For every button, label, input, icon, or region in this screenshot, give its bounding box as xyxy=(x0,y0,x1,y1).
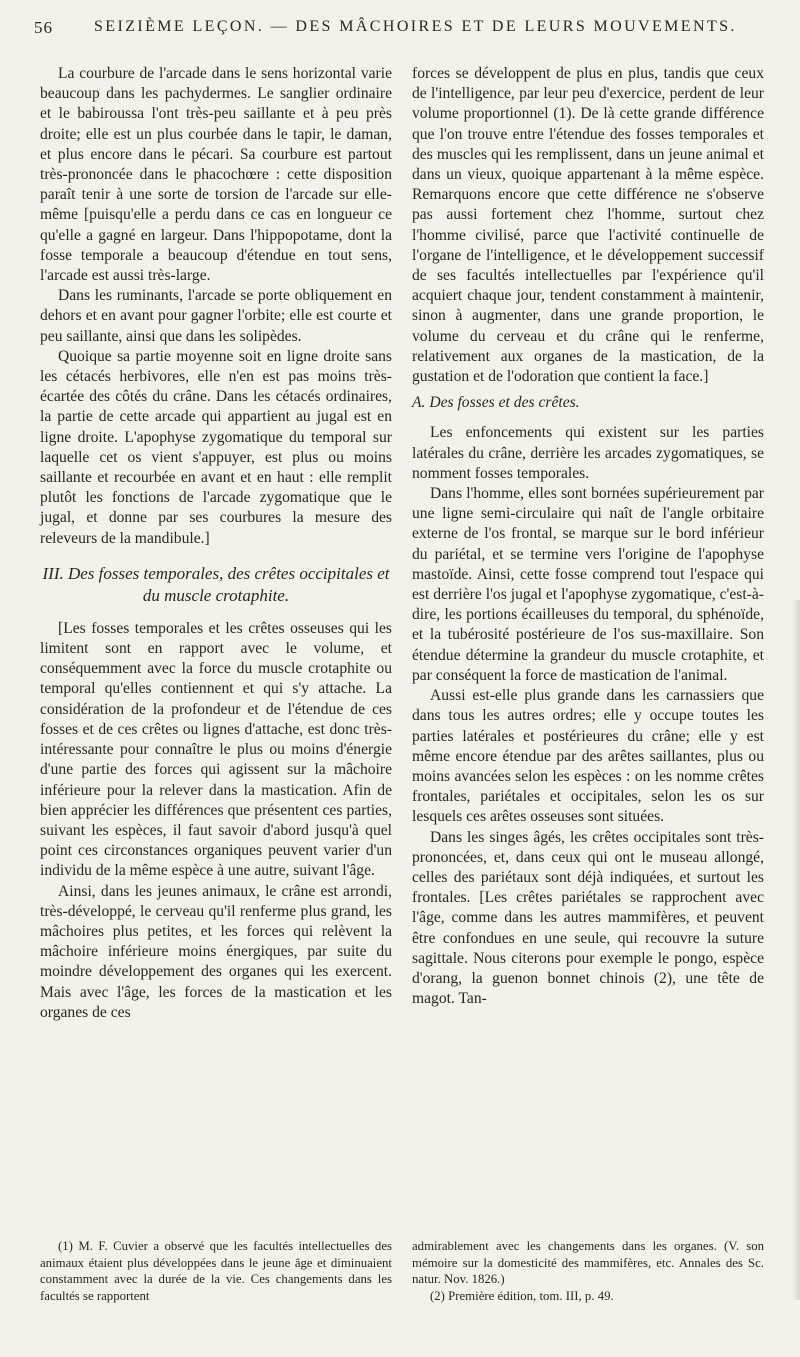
footnote-right xyxy=(412,1238,764,1304)
page-edge-shadow xyxy=(792,600,800,1300)
subsection-heading: A. Des fosses et des crêtes. xyxy=(412,394,580,412)
running-header xyxy=(34,8,769,38)
paragraph: Dans les singes âgés, les crêtes occipitales sont très-prononcées, et, dans ceux qui ont le museau allongé, celles des pariétaux sont déjà indiquées, et surtout les frontales. [Les crêtes pariétales se rapprochent avec l'âge, comme dans les autres mammifères, et peuvent être confondues en une seule, qui recouvre la suture sagittale. Nous citerons pour exemple le pongo, espèce d'orang, la guenon bonnet chinois (2), une tête de magot. Tan- xyxy=(412,828,764,1008)
footnote: (1) M. F. Cuvier a observé que les facultés intellectuelles des animaux étaient plus développées dans le jeune âge et diminuaient constamment avec la durée de la vie. Ces changements dans les facultés se rapportent xyxy=(40,1239,392,1303)
footnote-continuation: admirablement avec les changements dans les organes. (V. son mémoire sur la domesticité des mammifères, etc. Annales des Sc. natur. Nov. 1826.) xyxy=(412,1239,764,1287)
section-heading: III. Des fosses temporales, des crêtes occipitales et du muscle crotaphite. xyxy=(42,563,390,605)
paragraph: Quoique sa partie moyenne soit en ligne droite sans les cétacés herbivores, elle n'en est pas moins très-écartée des côtés du crâne. Dans les cétacés ordinaires, la partie de cette arcade qui appartient au jugal est en ligne droite. L'apophyse zygomatique du temporal sur laquelle cet os vient s'appuyer, est plus ou moins saillante et recourbée en avant et en haut : elle remplit plutôt les fonctions de l'arcade zygomatique que le jugal, et donne par ses courbures la mesure des releveurs de la mandibule.] xyxy=(40,347,392,547)
paragraph: Dans l'homme, elles sont bornées supérieurement par une ligne semi-circulaire qui naît de l'angle orbitaire externe de l'os frontal, se marque sur le bord inférieur du pariétal, et se termine vers l'origine de l'apophyse mastoïde. Ainsi, cette fosse comprend tout l'espace qui est derrière l'os jugal et l'apophyse zygomatique, c'est-à-dire, les portions écailleuses du temporal, du sphénoïde, et la tubérosité postérieure de l'os sus-maxillaire. Son étendue détermine la grandeur du muscle crotaphite, et par conséquent la force de mastication de l'animal. xyxy=(412,485,764,684)
paragraph: [Les fosses temporales et les crêtes osseuses qui les limitent sont en rapport avec le volume, et conséquemment avec la force du muscle crotaphite ou temporal qu'elles contiennent et qui s'y attache. La considération de la profondeur et de l'étendue de ces fosses et de ces crêtes ou lignes d'attache, est donc très-intéressante pour connaître le plus ou moins d'énergie d'une partie des forces qui agissent sur la mâchoire inférieure pour la relever dans la mastication. Afin de bien apprécier les différences que présentent ces parties, suivant les espèces, il faut savoir d'abord jusqu'à quel point ces circonstances organiques peuvent varier d'un individu de la même espèce à une autre, suivant l'âge. xyxy=(40,619,392,880)
paragraph: Ainsi, dans les jeunes animaux, le crâne est arrondi, très-développé, le cerveau qu'il renferme plus grand, les mâchoires plus petites, et les forces qui relèvent la mâchoire inférieure moins énergiques, par suite du moindre développement des organes qui les exercent. Mais avec l'âge, les forces de la mastication et les organes de ces xyxy=(40,882,392,1021)
running-title: SEIZIÈME LEÇON. — DES MÂCHOIRES ET DE LEURS MOUVEMENTS. xyxy=(94,18,737,35)
paragraph: Dans les ruminants, l'arcade se porte obliquement en dehors et en avant pour gagner l'orbite; elle est courte et peu saillante, ainsi que dans les solipèdes. xyxy=(40,287,392,345)
page-number: 56 xyxy=(34,18,53,37)
footnote-left xyxy=(40,1238,392,1304)
paragraph: Aussi est-elle plus grande dans les carnassiers que dans tous les autres ordres; elle y occupe toutes les parties latérales et postérieures du crâne; elle y est même encore étendue par des arêtes saillantes, plus ou moins avancées selon les espèces : on les nomme crêtes frontales, pariétales et occipitales, selon les os sur lesquels ces arêtes osseuses sont situées. xyxy=(412,687,764,826)
paragraph: La courbure de l'arcade dans le sens horizontal varie beaucoup dans les pachydermes. Le sanglier ordinaire et le babiroussa l'ont très-peu saillante et à peu près droite; elle est un plus courbée dans le tapir, le daman, et plus encore dans le pécari. Sa courbure est partout très-prononcée dans le phacochœre : cette disposition paraît tenir à une sorte de torsion de l'arcade sur elle-même [puisqu'elle a perdu dans ce cas en longueur ce qu'elle a gagné en largeur. Dans l'hippopotame, dont la fosse temporale a beaucoup d'étendue en tout sens, l'arcade est aussi très-large. xyxy=(40,65,392,285)
right-column xyxy=(412,64,764,1009)
left-column xyxy=(40,64,392,1023)
footnote: (2) Première édition, tom. III, p. 49. xyxy=(430,1288,614,1303)
paragraph: forces se développent de plus en plus, tandis que ceux de l'intelligence, par leur peu d'exercice, perdent de leur volume proportionnel (1). De là cette grande différence que l'on trouve entre l'étendue des fosses temporales et des muscles qui les remplissent, dans un jeune animal et dans un vieux, quoique appartenant à la même espèce. Remarquons encore que cette différence ne s'observe pas aussi fortement chez l'homme, surtout chez l'homme civilisé, parce que l'activité continuelle de l'organe de l'intelligence, et le développement successif de ses facultés intellectuelles par l'expérience qu'il acquiert chaque jour, tendent constamment à maintenir, sinon à augmenter, dans une grande proportion, le volume du cerveau et du crâne qui le renferme, relativement aux organes de la mastication, de la gustation et de l'odoration que contient la face.] xyxy=(412,65,764,386)
paragraph: Les enfoncements qui existent sur les parties latérales du crâne, derrière les arcades zygomatiques, se nomment fosses temporales. xyxy=(412,424,764,482)
